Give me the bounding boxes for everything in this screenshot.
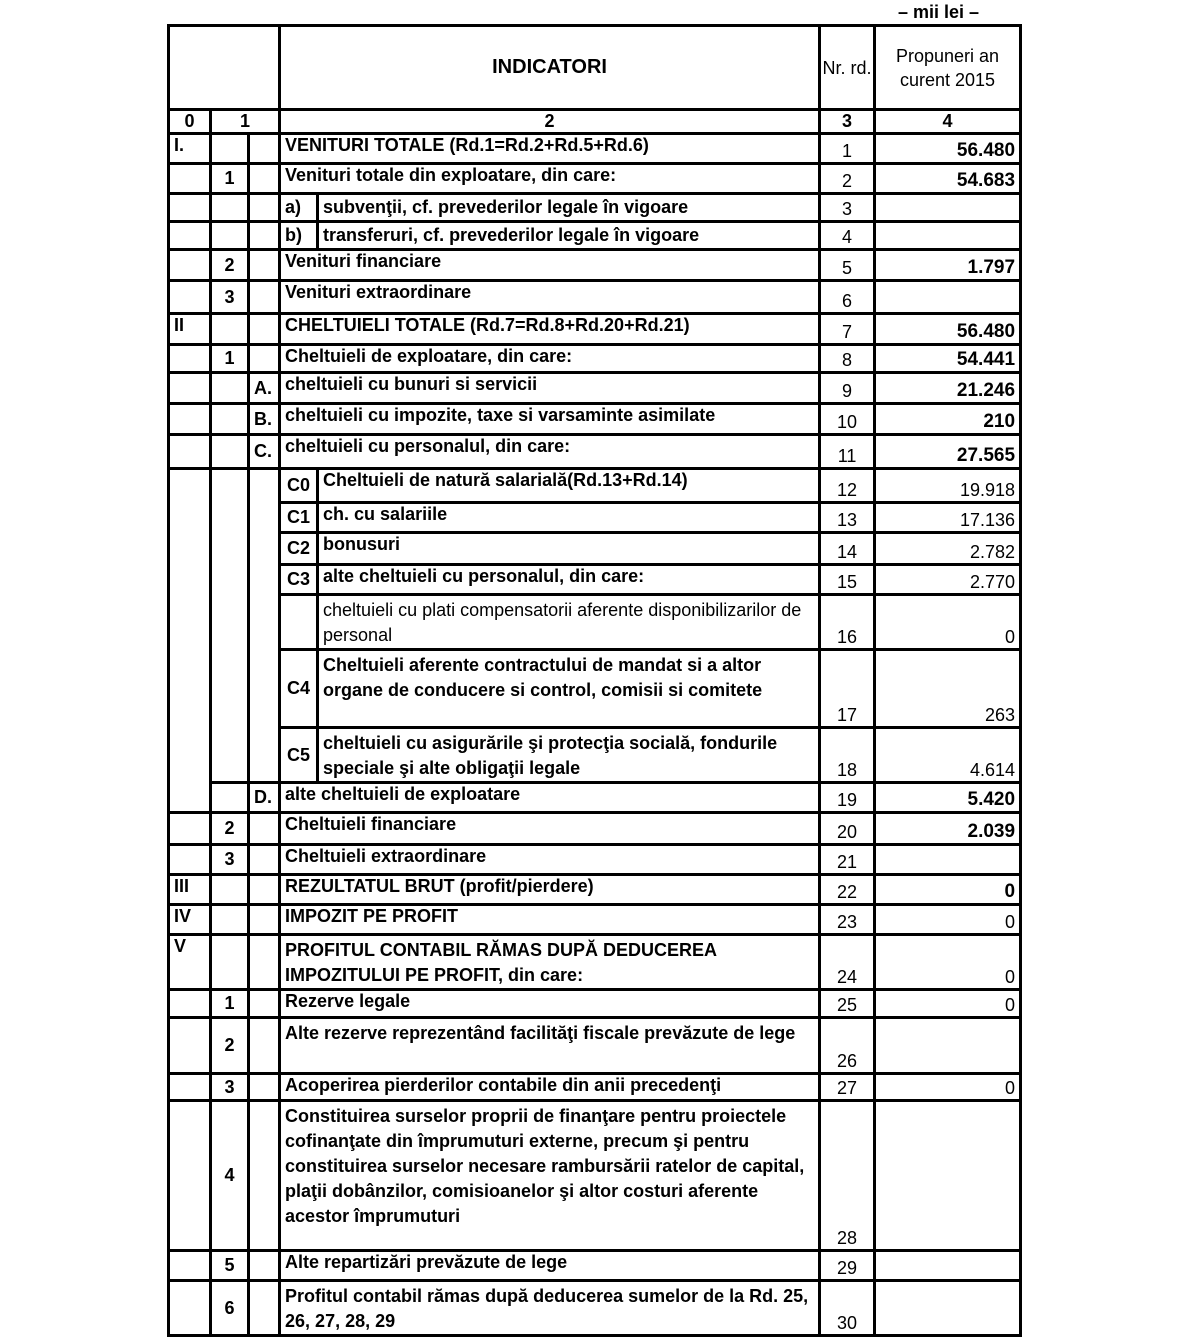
proposal-value: 0 xyxy=(875,990,1021,1018)
code-cell xyxy=(249,503,280,533)
table-row xyxy=(169,314,1021,345)
proposal-value: 0 xyxy=(875,935,1021,990)
table-row xyxy=(169,194,1021,222)
code-cell xyxy=(211,728,249,783)
table-row xyxy=(169,345,1021,373)
letter-code-cell: B. xyxy=(249,404,280,435)
indicator-text: VENITURI TOTALE (Rd.1=Rd.2+Rd.5+Rd.6) xyxy=(280,134,820,164)
header-propuneri: Propuneri an curent 2015 xyxy=(875,26,1021,110)
indicator-text: Cheltuieli de exploatare, din care: xyxy=(280,345,820,373)
row-number: 21 xyxy=(820,845,875,875)
code-cell xyxy=(211,650,249,728)
proposal-value: 54.441 xyxy=(875,345,1021,373)
letter-code-cell xyxy=(249,134,280,164)
roman-code-cell xyxy=(169,373,211,404)
row-number: 4 xyxy=(820,222,875,250)
code-cell xyxy=(249,728,280,783)
code-cell xyxy=(169,469,211,503)
section-number-cell xyxy=(211,435,249,469)
column-number: 3 xyxy=(820,110,875,134)
sub-code-cell xyxy=(280,595,318,650)
roman-code-cell: V xyxy=(169,935,211,990)
section-number-cell: 3 xyxy=(211,281,249,314)
roman-code-cell xyxy=(169,250,211,281)
section-number-cell xyxy=(211,194,249,222)
proposal-value: 2.770 xyxy=(875,565,1021,595)
letter-code-cell xyxy=(249,164,280,194)
proposal-value: 21.246 xyxy=(875,373,1021,404)
indicator-text: IMPOZIT PE PROFIT xyxy=(280,905,820,935)
indicator-text: cheltuieli cu personalul, din care: xyxy=(280,435,820,469)
letter-code-cell xyxy=(249,1101,280,1251)
header-indicatori: INDICATORI xyxy=(280,26,820,110)
section-number-cell: 3 xyxy=(211,1074,249,1101)
row-number: 3 xyxy=(820,194,875,222)
proposal-value: 4.614 xyxy=(875,728,1021,783)
roman-code-cell xyxy=(169,345,211,373)
indicator-text: bonusuri xyxy=(318,533,820,565)
proposal-value xyxy=(875,1101,1021,1251)
proposal-value xyxy=(875,1251,1021,1281)
indicator-text: Acoperirea pierderilor contabile din anii precedenţi xyxy=(280,1074,820,1101)
code-cell xyxy=(249,533,280,565)
section-number-cell xyxy=(211,875,249,905)
column-number: 1 xyxy=(211,110,280,134)
code-cell xyxy=(169,503,211,533)
row-number: 10 xyxy=(820,404,875,435)
proposal-value xyxy=(875,194,1021,222)
table-row xyxy=(169,905,1021,935)
table-row xyxy=(169,1101,1021,1251)
proposal-value: 27.565 xyxy=(875,435,1021,469)
table-row xyxy=(169,1281,1021,1336)
letter-code-cell xyxy=(249,935,280,990)
letter-code-cell xyxy=(249,1018,280,1074)
proposal-value xyxy=(875,845,1021,875)
indicator-text: Constituirea surselor proprii de finanţare pentru proiectele cofinanţate din împrumuturi externe, precum şi pentru constituirea surselor necesare rambursării ratelor de capital, plaţii dobânzilor, comisioanelor şi altor costuri aferente acestor împrumuturi xyxy=(280,1101,820,1251)
column-number: 2 xyxy=(280,110,820,134)
sub-code-cell: C5 xyxy=(280,728,318,783)
table-row xyxy=(169,134,1021,164)
letter-code-cell xyxy=(249,990,280,1018)
code-cell xyxy=(169,728,211,783)
row-number: 1 xyxy=(820,134,875,164)
table-row xyxy=(169,1251,1021,1281)
section-number-cell xyxy=(211,134,249,164)
row-number: 11 xyxy=(820,435,875,469)
row-number: 15 xyxy=(820,565,875,595)
table-row xyxy=(169,728,1021,783)
proposal-value: 263 xyxy=(875,650,1021,728)
indicator-text: cheltuieli cu impozite, taxe si varsaminte asimilate xyxy=(280,404,820,435)
proposal-value: 0 xyxy=(875,595,1021,650)
row-number: 5 xyxy=(820,250,875,281)
table-row xyxy=(169,164,1021,194)
table-row xyxy=(169,250,1021,281)
sub-code-cell: C4 xyxy=(280,650,318,728)
table-row xyxy=(169,435,1021,469)
section-number-cell xyxy=(211,404,249,435)
row-number: 14 xyxy=(820,533,875,565)
proposal-value xyxy=(875,281,1021,314)
roman-code-cell xyxy=(169,164,211,194)
code-cell xyxy=(211,503,249,533)
roman-code-cell xyxy=(169,435,211,469)
column-number-row xyxy=(169,110,1021,134)
indicator-text: subvenţii, cf. prevederilor legale în vigoare xyxy=(318,194,820,222)
code-cell xyxy=(249,194,280,222)
letter-code-cell xyxy=(249,905,280,935)
proposal-value: 0 xyxy=(875,905,1021,935)
indicator-text: Venituri financiare xyxy=(280,250,820,281)
row-number: 22 xyxy=(820,875,875,905)
row-number: 8 xyxy=(820,345,875,373)
roman-code-cell: IV xyxy=(169,905,211,935)
header-row xyxy=(169,26,1021,110)
letter-code-cell xyxy=(249,1281,280,1336)
header-empty-cell xyxy=(169,26,280,110)
table-row xyxy=(169,990,1021,1018)
section-number-cell: 1 xyxy=(211,345,249,373)
proposal-value xyxy=(875,1018,1021,1074)
section-number-cell: 1 xyxy=(211,990,249,1018)
section-number-cell xyxy=(211,222,249,250)
table-row xyxy=(169,650,1021,728)
row-number: 18 xyxy=(820,728,875,783)
row-number: 19 xyxy=(820,783,875,813)
letter-code-cell: a) xyxy=(280,194,318,222)
row-number: 25 xyxy=(820,990,875,1018)
table-row xyxy=(169,935,1021,990)
table-row xyxy=(169,595,1021,650)
section-number-cell: 6 xyxy=(211,1281,249,1336)
letter-code-cell xyxy=(249,281,280,314)
row-number: 9 xyxy=(820,373,875,404)
roman-code-cell xyxy=(169,845,211,875)
letter-code-cell: D. xyxy=(249,783,280,813)
column-number: 0 xyxy=(169,110,211,134)
row-number: 13 xyxy=(820,503,875,533)
letter-code-cell: C. xyxy=(249,435,280,469)
proposal-value xyxy=(875,1281,1021,1336)
roman-code-cell: III xyxy=(169,875,211,905)
proposal-value: 54.683 xyxy=(875,164,1021,194)
sub-code-cell: C0 xyxy=(280,469,318,503)
proposal-value: 210 xyxy=(875,404,1021,435)
table-row xyxy=(169,222,1021,250)
proposal-value: 0 xyxy=(875,875,1021,905)
letter-code-cell: b) xyxy=(280,222,318,250)
indicator-text: transferuri, cf. prevederilor legale în vigoare xyxy=(318,222,820,250)
indicator-text: Profitul contabil rămas după deducerea sumelor de la Rd. 25, 26, 27, 28, 29 xyxy=(280,1281,820,1336)
proposal-value: 5.420 xyxy=(875,783,1021,813)
table-row xyxy=(169,503,1021,533)
section-number-cell xyxy=(211,935,249,990)
roman-code-cell xyxy=(169,1281,211,1336)
letter-code-cell xyxy=(249,1074,280,1101)
roman-code-cell xyxy=(169,404,211,435)
roman-code-cell xyxy=(169,813,211,845)
row-number: 27 xyxy=(820,1074,875,1101)
row-number: 16 xyxy=(820,595,875,650)
row-number: 28 xyxy=(820,1101,875,1251)
table-row xyxy=(169,281,1021,314)
indicator-text: cheltuieli cu bunuri si servicii xyxy=(280,373,820,404)
indicator-text: Cheltuieli financiare xyxy=(280,813,820,845)
row-number: 29 xyxy=(820,1251,875,1281)
code-cell xyxy=(169,533,211,565)
row-number: 2 xyxy=(820,164,875,194)
roman-code-cell: II xyxy=(169,314,211,345)
section-number-cell xyxy=(211,905,249,935)
indicator-text: CHELTUIELI TOTALE (Rd.7=Rd.8+Rd.20+Rd.21) xyxy=(280,314,820,345)
table-row xyxy=(169,565,1021,595)
roman-code-cell xyxy=(169,1074,211,1101)
table-row xyxy=(169,783,1021,813)
roman-code-cell xyxy=(169,783,211,813)
sub-code-cell: C2 xyxy=(280,533,318,565)
proposal-value xyxy=(875,222,1021,250)
section-number-cell xyxy=(211,783,249,813)
indicator-text: REZULTATUL BRUT (profit/pierdere) xyxy=(280,875,820,905)
row-number: 23 xyxy=(820,905,875,935)
row-number: 6 xyxy=(820,281,875,314)
proposal-value: 1.797 xyxy=(875,250,1021,281)
indicator-text: alte cheltuieli de exploatare xyxy=(280,783,820,813)
code-cell xyxy=(249,469,280,503)
table-row xyxy=(169,469,1021,503)
proposal-value: 56.480 xyxy=(875,314,1021,345)
proposal-value: 56.480 xyxy=(875,134,1021,164)
letter-code-cell xyxy=(249,845,280,875)
table-row xyxy=(169,875,1021,905)
budget-table xyxy=(167,24,1022,1337)
section-number-cell: 4 xyxy=(211,1101,249,1251)
letter-code-cell xyxy=(249,875,280,905)
table-row xyxy=(169,1018,1021,1074)
code-cell xyxy=(249,595,280,650)
row-number: 7 xyxy=(820,314,875,345)
letter-code-cell xyxy=(249,1251,280,1281)
indicator-text: Rezerve legale xyxy=(280,990,820,1018)
roman-code-cell xyxy=(169,281,211,314)
section-number-cell: 2 xyxy=(211,250,249,281)
code-cell xyxy=(211,565,249,595)
table-row xyxy=(169,1074,1021,1101)
roman-code-cell xyxy=(169,1101,211,1251)
row-number: 20 xyxy=(820,813,875,845)
code-cell xyxy=(169,650,211,728)
proposal-value: 2.039 xyxy=(875,813,1021,845)
indicator-text: PROFITUL CONTABIL RĂMAS DUPĂ DEDUCEREA IMPOZITULUI PE PROFIT, din care: xyxy=(280,935,820,990)
letter-code-cell: A. xyxy=(249,373,280,404)
indicator-text: Cheltuieli aferente contractului de mandat si a altor organe de conducere si control, comisii si comitete xyxy=(318,650,820,728)
table-row xyxy=(169,533,1021,565)
roman-code-cell: I. xyxy=(169,134,211,164)
indicator-text: Cheltuieli extraordinare xyxy=(280,845,820,875)
column-number: 4 xyxy=(875,110,1021,134)
indicator-text: Alte rezerve reprezentând facilităţi fiscale prevăzute de lege xyxy=(280,1018,820,1074)
section-number-cell xyxy=(211,314,249,345)
row-number: 24 xyxy=(820,935,875,990)
indicator-text: alte cheltuieli cu personalul, din care: xyxy=(318,565,820,595)
letter-code-cell xyxy=(249,813,280,845)
proposal-value: 17.136 xyxy=(875,503,1021,533)
table-row xyxy=(169,845,1021,875)
section-number-cell: 1 xyxy=(211,164,249,194)
indicator-text: Venituri totale din exploatare, din care: xyxy=(280,164,820,194)
header-nr-rd: Nr. rd. xyxy=(820,26,875,110)
code-cell xyxy=(169,595,211,650)
code-cell xyxy=(211,469,249,503)
code-cell xyxy=(249,650,280,728)
indicator-text: Venituri extraordinare xyxy=(280,281,820,314)
table-row xyxy=(169,373,1021,404)
sub-code-cell: C1 xyxy=(280,503,318,533)
sub-code-cell: C3 xyxy=(280,565,318,595)
indicator-text: Cheltuieli de natură salarială(Rd.13+Rd.14) xyxy=(318,469,820,503)
proposal-value: 0 xyxy=(875,1074,1021,1101)
table-row xyxy=(169,813,1021,845)
indicator-text: cheltuieli cu asigurările şi protecţia socială, fondurile speciale şi alte obligaţii legale xyxy=(318,728,820,783)
section-number-cell: 2 xyxy=(211,1018,249,1074)
code-cell xyxy=(211,533,249,565)
indicator-text: Alte repartizări prevăzute de lege xyxy=(280,1251,820,1281)
code-cell xyxy=(249,222,280,250)
roman-code-cell xyxy=(169,194,211,222)
indicator-text: cheltuieli cu plati compensatorii aferente disponibilizarilor de personal xyxy=(318,595,820,650)
letter-code-cell xyxy=(249,314,280,345)
row-number: 17 xyxy=(820,650,875,728)
letter-code-cell xyxy=(249,250,280,281)
code-cell xyxy=(211,595,249,650)
section-number-cell xyxy=(211,373,249,404)
section-number-cell: 3 xyxy=(211,845,249,875)
code-cell xyxy=(249,565,280,595)
indicator-text: ch. cu salariile xyxy=(318,503,820,533)
proposal-value: 2.782 xyxy=(875,533,1021,565)
row-number: 12 xyxy=(820,469,875,503)
unit-label: – mii lei – xyxy=(898,2,980,22)
section-number-cell: 5 xyxy=(211,1251,249,1281)
row-number: 26 xyxy=(820,1018,875,1074)
roman-code-cell xyxy=(169,222,211,250)
roman-code-cell xyxy=(169,1018,211,1074)
roman-code-cell xyxy=(169,990,211,1018)
roman-code-cell xyxy=(169,1251,211,1281)
code-cell xyxy=(169,565,211,595)
table-row xyxy=(169,404,1021,435)
letter-code-cell xyxy=(249,345,280,373)
section-number-cell: 2 xyxy=(211,813,249,845)
proposal-value: 19.918 xyxy=(875,469,1021,503)
row-number: 30 xyxy=(820,1281,875,1336)
